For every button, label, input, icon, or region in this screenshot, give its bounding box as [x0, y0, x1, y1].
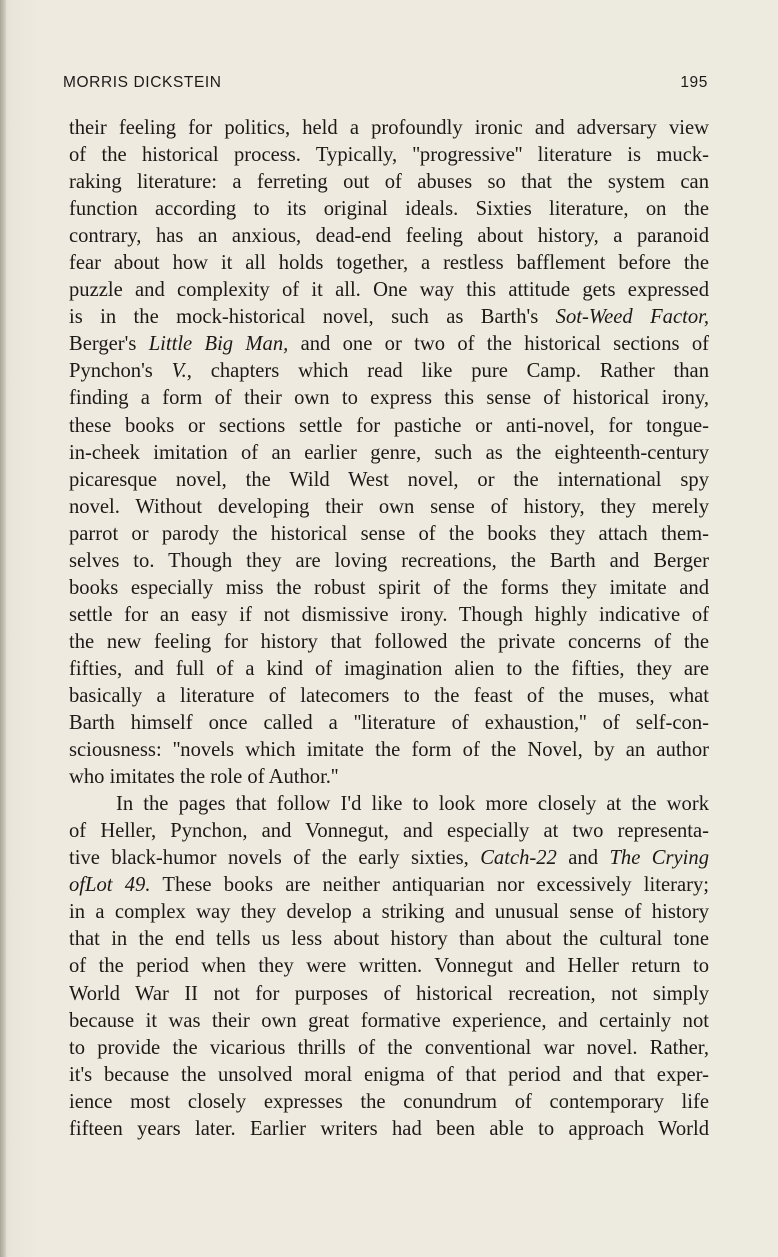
text-line: sciousness: ''novels which imitate the form of the Novel, by an author — [69, 739, 709, 762]
text-line: it's because the unsolved moral enigma of that period and that exper- — [69, 1063, 709, 1086]
book-title: Little Big Man, — [148, 333, 289, 356]
text-line: of the historical process. Typically, ''progressive'' literature is muck- — [69, 144, 709, 167]
text-segment: Pynchon's — [69, 360, 153, 383]
book-title: of — [69, 874, 86, 897]
text-line: parrot or parody the historical sense of the books they attach them- — [69, 522, 709, 545]
text-line: picaresque novel, the Wild West novel, or the international spy — [69, 468, 709, 491]
text-line — [69, 331, 709, 358]
text-line — [69, 845, 709, 872]
text-line: to provide the vicarious thrills of the conventional war novel. Rather, — [69, 1036, 709, 1059]
text-segment: These books are neither antiquarian nor excessively literary; — [150, 874, 709, 897]
text-line: of Heller, Pynchon, and Vonnegut, and especially at two representa- — [69, 820, 709, 843]
book-title: Sot-Weed Factor, — [555, 306, 710, 329]
text-line: the new feeling for history that followed the private concerns of the — [69, 630, 709, 653]
text-line: In the pages that follow I'd like to look more closely at the work — [116, 793, 709, 816]
text-segment: is in the mock-historical novel, such as Barth's — [69, 306, 539, 329]
text-line — [69, 358, 709, 385]
text-line: of the period when they were written. Vonnegut and Heller return to — [69, 955, 709, 978]
text-line: because it was their own great formative experience, and certainly not — [69, 1009, 709, 1032]
text-line: who imitates the role of Author.'' — [69, 766, 339, 789]
text-line: puzzle and complexity of it all. One way this attitude gets expressed — [69, 279, 709, 302]
text-line: ience most closely expresses the conundrum of contemporary life — [69, 1090, 709, 1113]
text-line: function according to its original ideals. Sixties literature, on the — [69, 198, 709, 221]
paragraph — [69, 115, 709, 791]
text-segment: , chapters which read like pure Camp. Rather than — [186, 360, 709, 383]
book-spine-shadow — [0, 0, 6, 1257]
text-line: contrary, has an anxious, dead-end feeling about history, a paranoid — [69, 225, 709, 248]
text-line — [69, 304, 709, 331]
text-line: that in the end tells us less about history than about the cultural tone — [69, 928, 709, 951]
paragraph — [69, 791, 709, 1143]
text-line: raking literature: a ferreting out of abuses so that the system can — [69, 171, 709, 194]
text-line: selves to. Though they are loving recreations, the Barth and Berger — [69, 549, 709, 572]
text-line — [69, 872, 709, 899]
text-line: fifteen years later. Earlier writers had been able to approach World — [69, 1117, 709, 1140]
running-head-author: MORRIS DICKSTEIN — [63, 74, 222, 91]
text-segment: and one or two of the historical sections of — [288, 333, 709, 356]
book-title: V. — [171, 360, 187, 383]
text-segment: and — [556, 847, 610, 870]
text-line: fear about how it all holds together, a restless bafflement before the — [69, 252, 709, 275]
text-line: novel. Without developing their own sense of history, they merely — [69, 495, 709, 518]
text-line: finding a form of their own to express this sense of historical irony, — [69, 387, 709, 410]
text-line: fifties, and full of a kind of imagination alien to the fifties, they are — [69, 657, 709, 680]
text-line: these books or sections settle for pastiche or anti-novel, for tongue- — [69, 414, 709, 437]
page-number: 195 — [680, 74, 708, 91]
text-line: in a complex way they develop a striking and unusual sense of history — [69, 901, 709, 924]
text-line: settle for an easy if not dismissive irony. Though highly indicative of — [69, 603, 709, 626]
text-line: basically a literature of latecomers to the feast of the muses, what — [69, 684, 709, 707]
text-line: books especially miss the robust spirit of the forms they imitate and — [69, 576, 709, 599]
text-line: in-cheek imitation of an earlier genre, such as the eighteenth-century — [69, 441, 709, 464]
text-segment: tive black-humor novels of the early sixties, — [69, 847, 469, 870]
body-text — [69, 115, 709, 1143]
running-head — [63, 74, 708, 96]
book-title: Catch-22 — [480, 847, 557, 870]
book-title: Lot 49. — [85, 874, 151, 897]
text-line: their feeling for politics, held a profoundly ironic and adversary view — [69, 117, 709, 139]
text-line: Barth himself once called a ''literature of exhaustion,'' of self-con- — [69, 712, 709, 735]
text-line: World War II not for purposes of historical recreation, not simply — [69, 982, 709, 1005]
book-title: The Crying — [609, 847, 709, 870]
text-segment: Berger's — [69, 333, 137, 356]
